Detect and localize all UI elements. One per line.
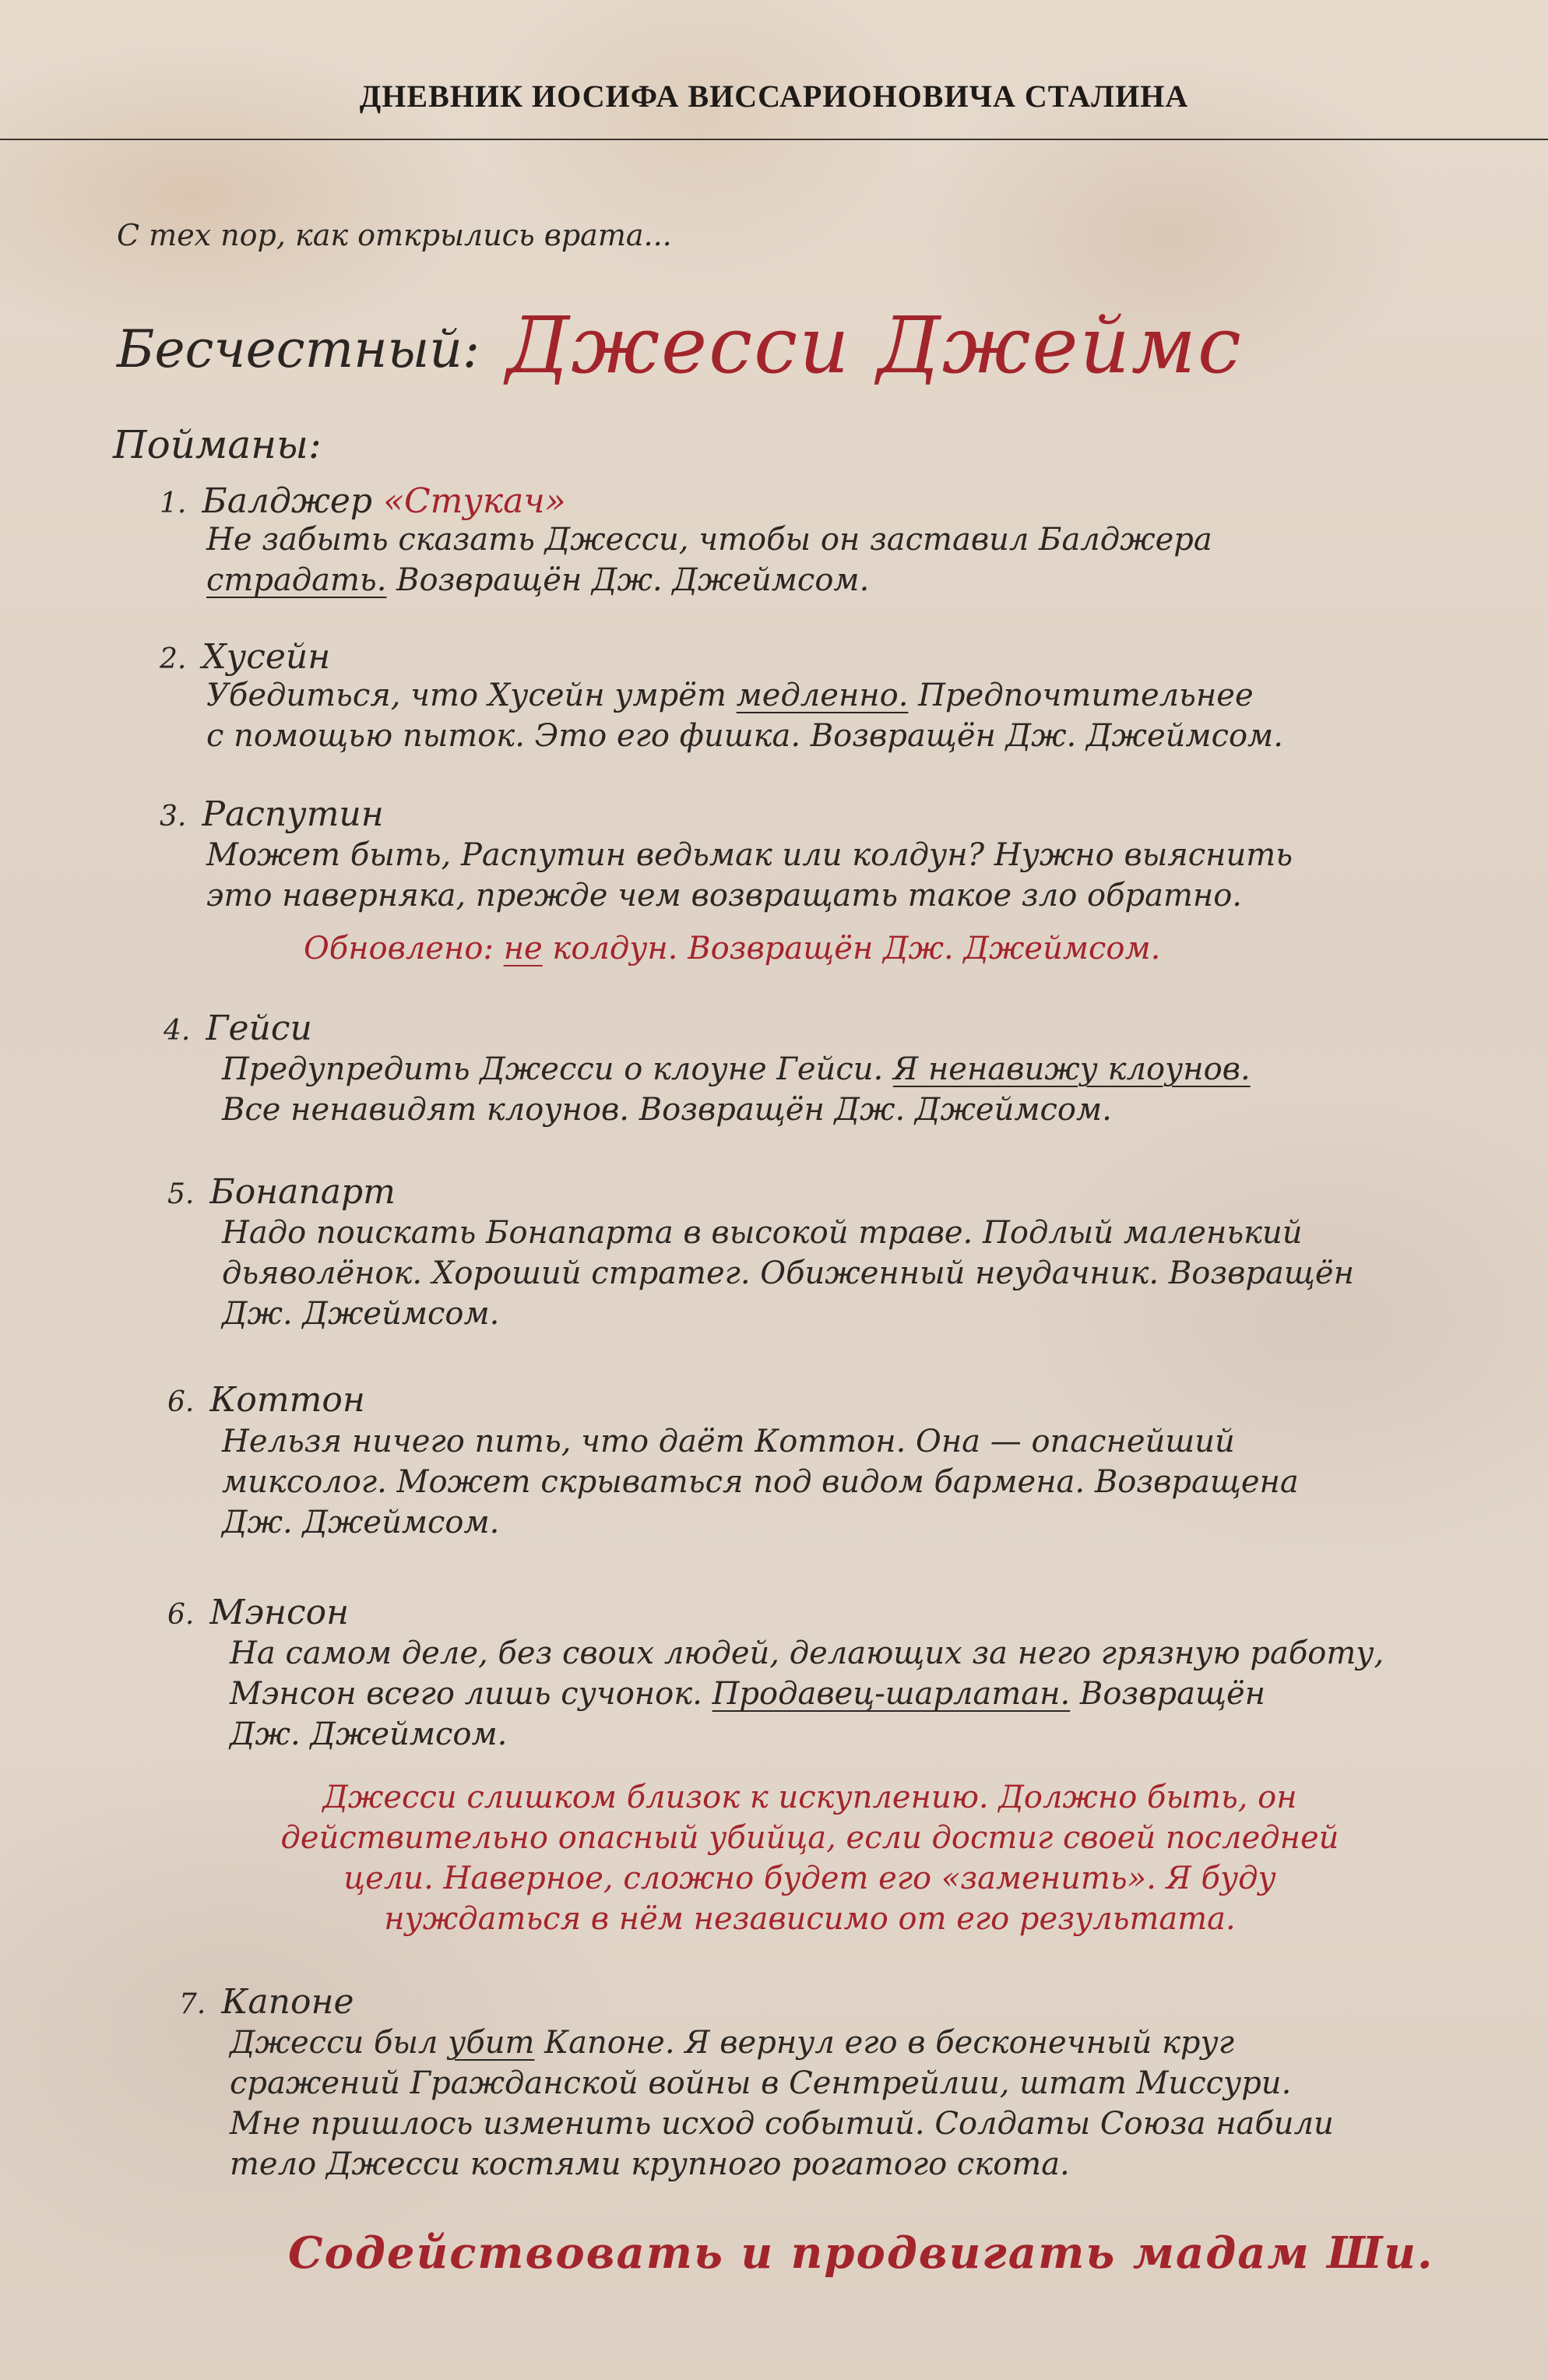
entry-number: 6.	[167, 1599, 195, 1631]
line-text: Обновлено:	[304, 931, 504, 966]
underlined-text: Я ненавижу клоунов.	[892, 1051, 1251, 1087]
entry-name: Хусейн	[202, 637, 331, 677]
entry-5-line-2: дьяволёнок. Хороший стратег. Обиженный неудачник. Возвращён	[222, 1255, 1354, 1291]
entry-6a-line-3: Дж. Джеймсом.	[222, 1505, 500, 1540]
line-text: Убедиться, что Хусейн умрёт	[206, 678, 737, 713]
red-note-line-4: нуждаться в нём независимо от его результата.	[384, 1901, 1236, 1937]
entry-3-line-2: это наверняка, прежде чем возвращать такое зло обратно.	[206, 878, 1243, 914]
entry-number: 3.	[160, 801, 187, 833]
line-text: Предпочтительнее	[908, 678, 1254, 713]
entry-4-line-2: Все ненавидят клоунов. Возвращён Дж. Джеймсом.	[222, 1092, 1112, 1128]
entry-4-heading	[164, 1009, 312, 1048]
underlined-text: страдать.	[206, 562, 387, 598]
entry-3-update-note	[304, 931, 1160, 966]
entry-5-heading	[167, 1172, 396, 1212]
entry-name: Гейси	[206, 1009, 312, 1048]
page-header: ДНЕВНИК ИОСИФА ВИССАРИОНОВИЧА СТАЛИНА	[359, 79, 1189, 114]
entry-number: 7.	[179, 1988, 206, 2020]
line-text: Возвращён	[1070, 1676, 1266, 1712]
underlined-text: не	[503, 931, 543, 966]
entry-7-line-1	[230, 2025, 1234, 2061]
red-note-line-1: Джесси слишком близок к искуплению. Должно быть, он	[322, 1780, 1297, 1815]
underlined-text: убит	[448, 2025, 535, 2061]
entry-name: Балджер	[202, 481, 373, 521]
line-text: колдун. Возвращён Дж. Джеймсом.	[542, 931, 1161, 966]
entry-number: 2.	[160, 643, 187, 675]
entry-2-heading	[160, 637, 330, 677]
entry-1-line-2	[206, 562, 869, 598]
underlined-text: Продавец-шарлатан.	[712, 1676, 1071, 1712]
entry-7-heading	[179, 1982, 354, 2022]
entry-7-line-3: Мне пришлось изменить исход событий. Солдаты Союза набили	[230, 2106, 1334, 2142]
entry-name: Коттон	[209, 1380, 365, 1420]
entry-number: 1.	[160, 488, 187, 519]
entry-number: 6.	[167, 1386, 195, 1418]
intro-text: С тех пор, как открылись врата...	[117, 218, 672, 252]
entry-5-line-1: Надо поискать Бонапарта в высокой траве. Подлый маленький	[222, 1215, 1303, 1251]
entry-name: Бонапарт	[209, 1172, 396, 1212]
line-text: Предупредить Джесси о клоуне Гейси.	[222, 1051, 893, 1087]
entry-5-line-3: Дж. Джеймсом.	[222, 1296, 500, 1332]
entry-6a-heading	[167, 1380, 365, 1420]
line-text: Джесси был	[230, 2025, 449, 2061]
line-text: Капоне. Я вернул его в бесконечный круг	[534, 2025, 1234, 2061]
entry-1-heading	[160, 481, 566, 521]
title-label: Бесчестный:	[117, 319, 480, 379]
entry-number: 5.	[167, 1178, 195, 1210]
entry-alias: «Стукач»	[383, 481, 566, 521]
caught-heading: Пойманы:	[113, 422, 322, 467]
header-divider	[0, 139, 1548, 140]
entry-6b-line-1: На самом деле, без своих людей, делающих за него грязную работу,	[230, 1635, 1384, 1671]
underlined-text: медленно.	[736, 678, 909, 713]
entry-3-line-1: Может быть, Распутин ведьмак или колдун? Нужно выяснить	[206, 837, 1293, 873]
entry-2-line-2: с помощью пыток. Это его фишка. Возвращён Дж. Джеймсом.	[206, 718, 1283, 754]
entry-6b-line-3: Дж. Джеймсом.	[230, 1716, 508, 1752]
line-text: Возвращён Дж. Джеймсом.	[386, 562, 870, 598]
entry-number: 4.	[164, 1015, 191, 1047]
entry-4-line-1	[222, 1051, 1251, 1087]
closing-line: Содействовать и продвигать мадам Ши.	[288, 2227, 1434, 2279]
entry-6b-heading	[167, 1593, 349, 1632]
red-note-line-2: действительно опасный убийца, если достиг своей последней	[280, 1820, 1339, 1856]
entry-1-line-1: Не забыть сказать Джесси, чтобы он заставил Балджера	[206, 522, 1212, 558]
line-text: Мэнсон всего лишь сучонок.	[230, 1676, 712, 1712]
entry-7-line-4: тело Джесси костями крупного рогатого скота.	[230, 2146, 1070, 2182]
title-name: Джесси Джеймс	[506, 300, 1243, 391]
entry-name: Мэнсон	[209, 1593, 350, 1632]
entry-name: Капоне	[221, 1982, 354, 2022]
entry-2-line-1	[206, 678, 1254, 713]
entry-name: Распутин	[202, 794, 384, 834]
entry-7-line-2: сражений Гражданской войны в Сентрейлии, штат Миссури.	[230, 2065, 1292, 2101]
red-note-line-3: цели. Наверное, сложно будет его «заменить». Я буду	[343, 1861, 1276, 1896]
entry-6a-line-2: миксолог. Может скрываться под видом бармена. Возвращена	[222, 1464, 1299, 1500]
entry-3-heading	[160, 794, 384, 834]
entry-6b-line-2	[230, 1676, 1265, 1712]
entry-6a-line-1: Нельзя ничего пить, что даёт Коттон. Она — опаснейший	[222, 1424, 1235, 1459]
